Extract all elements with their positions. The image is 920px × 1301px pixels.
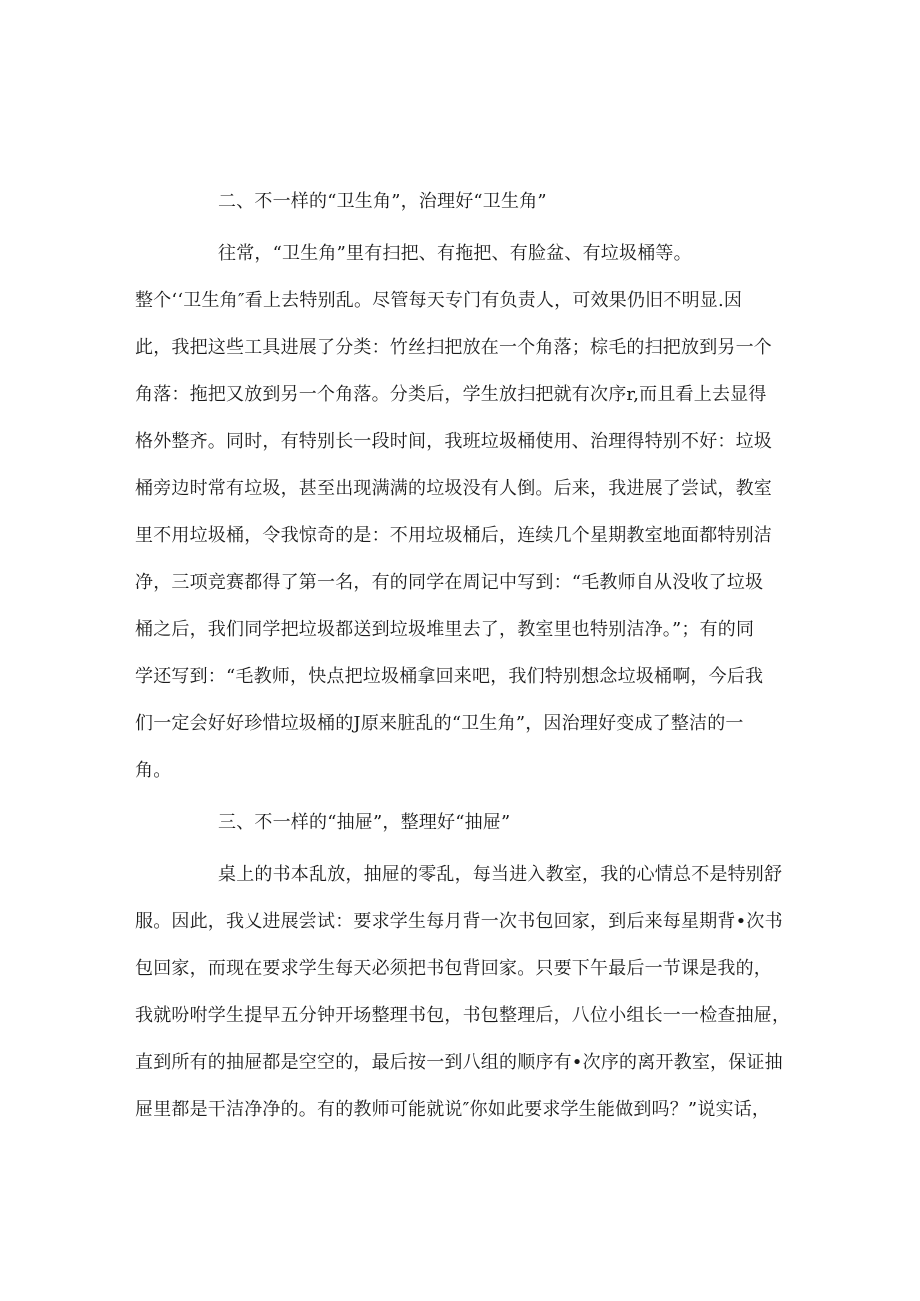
paragraph-line: 格外整齐。同时，有特别长一段时间，我班垃圾桶使用、治理得特别不好：垃圾 — [135, 431, 772, 452]
paragraph-line: 整个‘‘卫生角″看上去特别乱。尽管每天专门有负责人，可效果仍旧不明显.因 — [135, 290, 743, 311]
paragraph-line: 直到所有的抽屉都是空空的，最后按一到八组的顺序有•次序的离开教室，保证抽 — [135, 1052, 783, 1073]
paragraph-line: 桶旁边时常有垃圾，甚至出现满满的垃圾没有人倒。后来，我进展了尝试，教室 — [135, 478, 772, 499]
paragraph-line: 学还写到：“毛教师，快点把垃圾桶拿回来吧，我们特别想念垃圾桶啊，今后我 — [135, 666, 764, 687]
paragraph-line: 角。 — [135, 760, 172, 781]
paragraph-line: 角落：拖把又放到另一个角落。分类后，学生放扫把就有次序r,而且看上去显得 — [135, 384, 767, 405]
paragraph-line: 桌上的书本乱放，抽屉的零乱，每当进入教室，我的心情总不是特别舒 — [218, 864, 783, 885]
paragraph-line: 屉里都是干洁净净的。有的教师可能就说″你如此要求学生能做到吗？”说实话， — [135, 1099, 771, 1120]
paragraph-line: 此，我把这些工具进展了分类：竹丝扫把放在一个角落；棕毛的扫把放到另一个 — [135, 337, 772, 358]
paragraph-line: 桶之后，我们同学把垃圾都送到垃圾堆里去了，教室里也特别洁净。”；有的同 — [135, 619, 755, 640]
paragraph-line: 往常，“卫生角”里有扫把、有拖把、有脸盆、有垃圾桶等。 — [218, 243, 692, 264]
section-heading-3: 三、不一样的“抽屉”，整理好“抽屉” — [218, 812, 511, 833]
section-heading-2: 二、不一样的“卫生角”，治理好“卫生角” — [218, 191, 547, 212]
paragraph-line: 们一定会好好珍惜垃圾桶的J原来脏乱的“卫生角”，因治理好变成了整洁的一 — [135, 713, 744, 734]
paragraph-line: 里不用垃圾桶，令我惊奇的是：不用垃圾桶后，连续几个星期教室地面都特别洁 — [135, 525, 772, 546]
paragraph-line: 我就吩咐学生提早五分钟开场整理书包，书包整理后，八位小组长一一检查抽屉， — [135, 1005, 791, 1026]
paragraph-line: 净，三项竞赛都得了第一名，有的同学在周记中写到：“毛教师自从没收了垃圾 — [135, 572, 764, 593]
paragraph-line: 包回家，而现在要求学生每天必须把书包背回家。只要下午最后一节课是我的， — [135, 958, 772, 979]
paragraph-line: 服。因此，我乂进展尝试：要求学生每月背一次书包回家，到后来每星期背•次书 — [135, 911, 783, 932]
